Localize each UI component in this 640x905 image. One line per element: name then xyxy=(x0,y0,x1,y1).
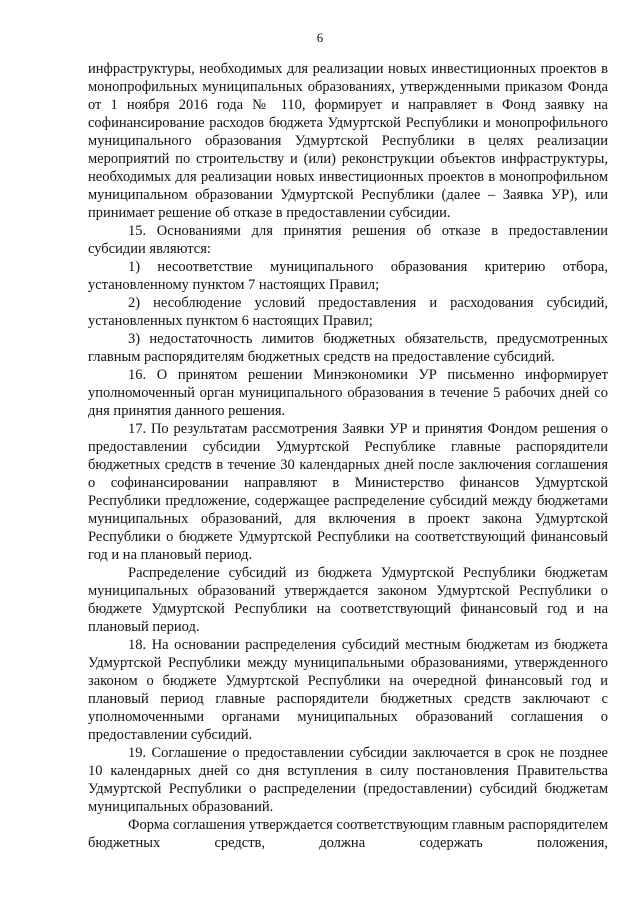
paragraph-item-15: 15. Основаниями для принятия решения об отказе в предоставлении субсидии являются: xyxy=(88,223,608,257)
paragraph-item-17: 17. По результатам рассмотрения Заявки УР и принятия Фондом решения о предоставлении субсидии Удмуртской Республике главные распорядители бюджетных средств в течение 30 календарных дней после заключения соглашения о софинансировании направляют в Министерство финансов Удмуртской Республики предложение, содержащее распределение субсидий между бюджетами муниципальных образований, для включения в проект закона Удмуртской Республики о бюджете Удмуртской Республики на соответствующий финансовый год и на плановый период. xyxy=(88,421,608,563)
paragraph-subitem-3: 3) недостаточность лимитов бюджетных обязательств, предусмотренных главным распорядителям бюджетных средств на предоставление субсидий. xyxy=(88,331,608,365)
paragraph-continuation: инфраструктуры, необходимых для реализации новых инвестиционных проектов в монопрофильных муниципальных образованиях, утвержденными приказом Фонда от 1 ноября 2016 года № 110, формирует и направляет в Фонд заявку на софинансирование расходов бюджета Удмуртской Республики и монопрофильного муниципального образования Удмуртской Республики в целях реализации мероприятий по строительству и (или) реконструкции объектов инфраструктуры, необходимых для реализации новых инвестиционных проектов в монопрофильном муниципальном образовании Удмуртской Республики (далее – Заявка УР), или принимает решение об отказе в предоставлении субсидии. xyxy=(88,61,608,221)
document-body xyxy=(88,60,608,852)
paragraph-distribution: Распределение субсидий из бюджета Удмуртской Республики бюджетам муниципальных образований утверждается законом Удмуртской Республики о бюджете Удмуртской Республики на соответствующий финансовый год и на плановый период. xyxy=(88,565,608,635)
paragraph-subitem-2: 2) несоблюдение условий предоставления и расходования субсидий, установленных пунктом 6 настоящих Правил; xyxy=(88,295,608,329)
paragraph-agreement-form: Форма соглашения утверждается соответствующим главным распорядителем бюджетных средств, должна содержать положения, xyxy=(88,817,608,851)
paragraph-item-16: 16. О принятом решении Минэкономики УР письменно информирует уполномоченный орган муниципального образования в течение 5 рабочих дней со дня принятия данного решения. xyxy=(88,367,608,419)
paragraph-subitem-1: 1) несоответствие муниципального образования критерию отбора, установленному пунктом 7 настоящих Правил; xyxy=(88,259,608,293)
paragraph-item-18: 18. На основании распределения субсидий местным бюджетам из бюджета Удмуртской Республики между муниципальными образованиями, утвержденного законом о бюджете Удмуртской Республики на очередной финансовый год и плановый период главные распорядители бюджетных средств заключают с уполномоченными органами муниципальных образований соглашения о предоставлении субсидий. xyxy=(88,637,608,743)
paragraph-item-19: 19. Соглашение о предоставлении субсидии заключается в срок не позднее 10 календарных дней со дня вступления в силу постановления Правительства Удмуртской Республики о распределении (предоставлении) субсидий бюджетам муниципальных образований. xyxy=(88,745,608,815)
page-number: 6 xyxy=(316,30,324,45)
